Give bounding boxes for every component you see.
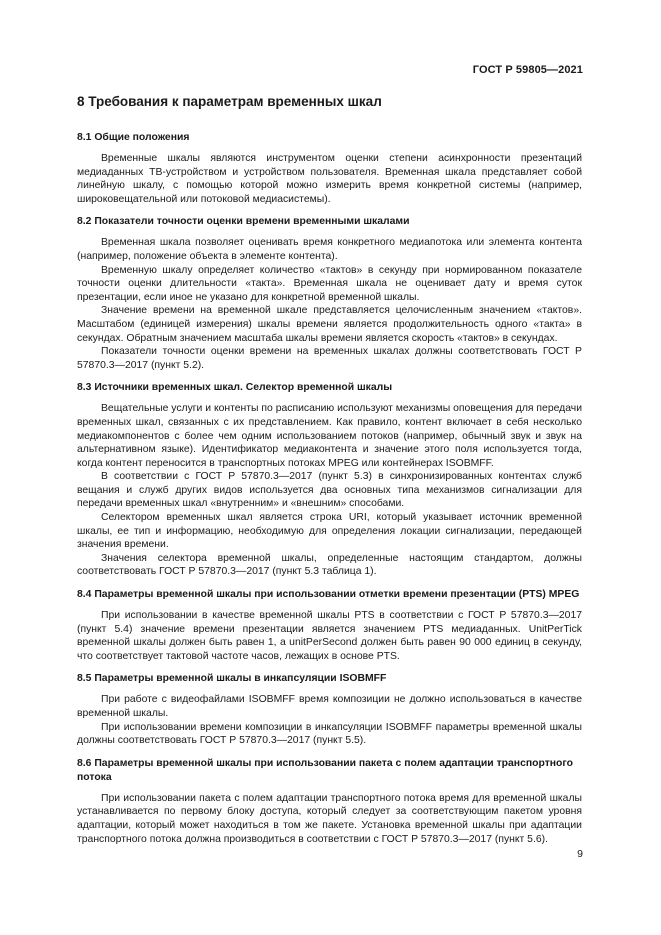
paragraph: Временная шкала позволяет оценивать время конкретного медиапотока или элемента контента (например, положение объекта в элементе контента).: [77, 237, 582, 262]
paragraph: Временную шкалу определяет количество «тактов» в секунду при нормированном показателе точности оценки длительности «такта». Временная шкала не оценивает дату и время суток презентации, если иное не указано для конкретной временной шкалы.: [77, 264, 582, 303]
paragraph: Временные шкалы являются инструментом оценки степени асинхронности презентаций медиаданных ТВ-устройством и устройством пользователя. Временная шкала представляет собой линейную шкалу, с помощью которой можно измерить время конкретной системы (например, широковещательной или потоковой медиасистемы).: [77, 153, 582, 205]
paragraph: При использовании времени композиции в инкапсуляции ISOBMFF параметры временной шкалы должны соответствовать ГОСТ Р 57870.3—2017 (пункт 5.5).: [77, 721, 582, 747]
section-heading: 8.5 Параметры временной шкалы в инкапсуляции ISOBMFF: [77, 673, 387, 685]
section-8-4: [77, 588, 582, 663]
section-heading: 8.2 Показатели точности оценки времени временными шкалами: [77, 216, 410, 228]
section-heading: 8.4 Параметры временной шкалы при использовании отметки времени презентации (PTS) MPEG: [77, 589, 580, 601]
paragraph: При использовании в качестве временной шкалы PTS в соответствии с ГОСТ Р 57870.3—2017 (пункт 5.4) значение времени презентации является значением PTS медиаданных. UnitPerTick временной шкалы должен быть равен 1, а unitPerSecond должен быть равен 90 000 единиц в секунду, что соответствует тактовой частоте часов, лежащих в основе PTS.: [77, 610, 582, 662]
paragraph: При использовании пакета с полем адаптации транспортного потока время для временной шкалы устанавливается по первому блоку доступа, который следует за соответствующим пакетом уровня адаптации, который может находиться в том же пакете. Установка временной шкалы при адаптации транспортного потока должна производиться в соответствии с ГОСТ Р 57870.3—2017 (пункт 5.6).: [77, 792, 582, 845]
paragraph: Значение времени на временной шкале представляется целочисленным значением «тактов». Масштабом (единицей измерения) шкалы времени является продолжительность одного «такта» в секундах. Обратным значением масштаба шкалы времени является скорость «тактов» в секундах.: [77, 305, 582, 344]
section-heading: 8.1 Общие положения: [77, 132, 190, 143]
main-heading: 8 Требования к параметрам временных шкал: [77, 94, 382, 109]
section-heading: 8.6 Параметры временной шкалы при использовании пакета с полем адаптации транспортного потока: [77, 757, 573, 783]
document-identifier: ГОСТ Р 59805—2021: [472, 64, 583, 76]
paragraph: Значения селектора временной шкалы, определенные настоящим стандартом, должны соответствовать ГОСТ Р 57870.3—2017 (пункт 5.3 таблица 1).: [77, 552, 582, 578]
paragraph: В соответствии с ГОСТ Р 57870.3—2017 (пункт 5.3) в синхронизированных контентах служб вещания и служб других видов используется два основных типа механизмов сигнализации для передачи временных шкал «внутренним» и «внешним» способами.: [77, 471, 582, 510]
section-heading: 8.3 Источники временных шкал. Селектор временной шкалы: [77, 382, 393, 394]
section-8-1: [77, 131, 582, 206]
paragraph: Показатели точности оценки времени на временных шкалах должны соответствовать ГОСТ Р 57870.3—2017 (пункт 5.2).: [77, 346, 582, 371]
paragraph: Селектором временных шкал является строка URI, который указывает источник временной шкалы, ее тип и информацию, необходимую для определения локации сигнализации, передающей значения времени.: [77, 512, 582, 551]
section-8-6: [77, 757, 582, 846]
page-number: 9: [577, 848, 583, 860]
section-8-5: [77, 672, 582, 747]
section-8-2: [77, 215, 582, 372]
paragraph: При работе с видеофайлами ISOBMFF время композиции не должно использоваться в качестве временной шкалы.: [77, 694, 582, 719]
page-content: [77, 94, 582, 855]
section-8-3: [77, 381, 582, 579]
paragraph: Вещательные услуги и контенты по расписанию используют механизмы оповещения для передачи временных шкал, связанных с их представлением. Как правило, контент включает в себя несколько медиакомпонентов с более чем одним использованием потоков (например, обычный звук и звук на альтернативном языке). Идентификатор медиаконтента и значение этого поля используется тогда, когда контент переносится в транспортных потоках MPEG или контейнерах ISOBMFF.: [77, 403, 582, 469]
